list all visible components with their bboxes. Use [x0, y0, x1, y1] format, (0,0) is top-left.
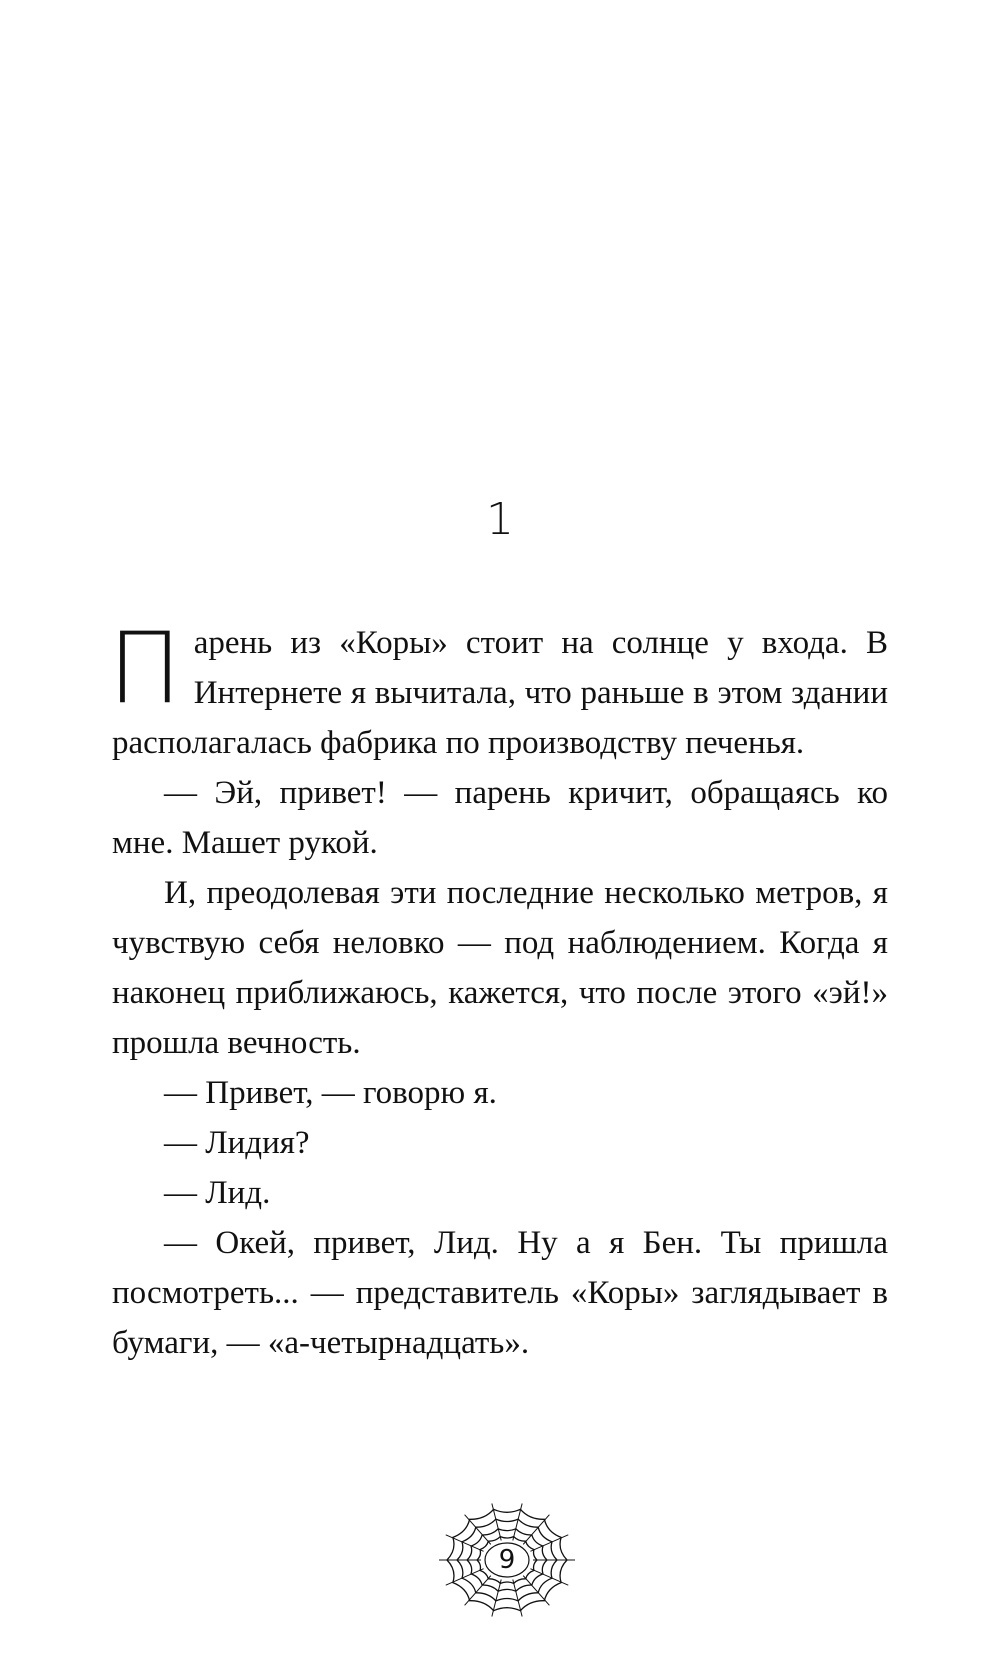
chapter-text [108, 612, 888, 1368]
drop-cap: П [108, 612, 182, 726]
paragraph-5: — Лидия? [164, 1125, 310, 1161]
page-folio [432, 1500, 582, 1620]
paragraph-4: — Привет, — говорю я. [164, 1075, 497, 1111]
paragraph-1 [108, 612, 888, 768]
paragraph-2: — Эй, привет! — парень кричит, обращаясь ко мне. Машет рукой. [112, 775, 888, 861]
chapter-number: 1 [486, 494, 514, 545]
paragraph-3: И, преодолевая эти последние несколько метров, я чувствую себя неловко — под наблюдением. Когда я наконец приближаюсь, кажется, что после этого «эй!» прошла вечность. [112, 875, 888, 1061]
paragraph-1-text: арень из «Коры» стоит на солнце у входа. В Интернете я вычитала, что раньше в этом здании располагалась фабрика по производству печенья. [112, 625, 888, 761]
paragraph-7: — Окей, привет, Лид. Ну а я Бен. Ты пришла посмотреть... — представитель «Коры» заглядывает в бумаги, — «а-четырнадцать». [112, 1225, 888, 1361]
paragraph-6: — Лид. [164, 1175, 271, 1211]
page-number: 9 [498, 1545, 516, 1575]
